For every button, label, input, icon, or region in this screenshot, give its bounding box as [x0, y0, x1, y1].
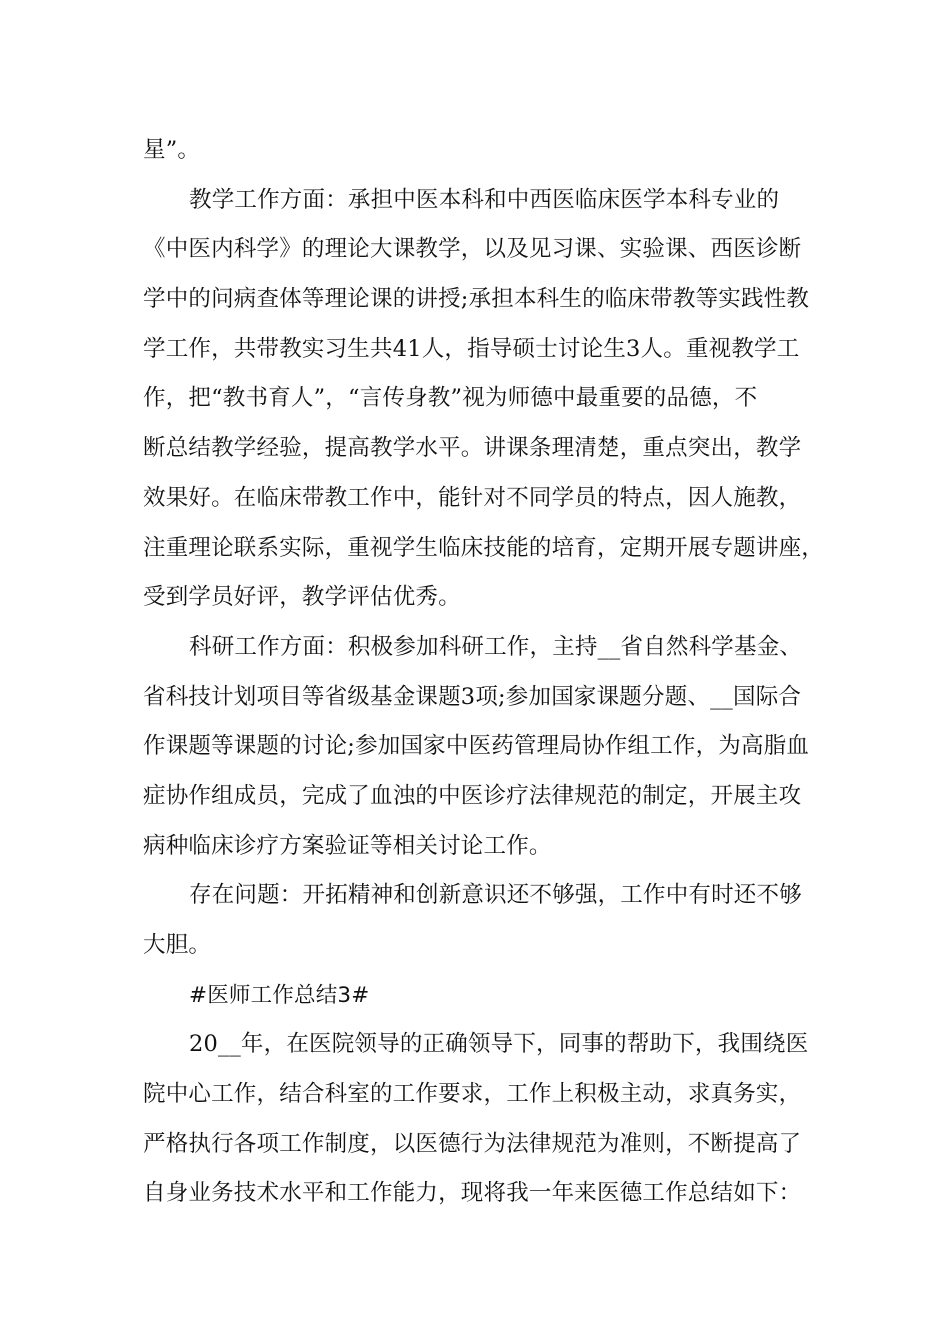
section-heading: #医师工作总结3#: [189, 982, 370, 1008]
text-line: 星”。: [143, 137, 201, 163]
paragraph-research-start: 科研工作方面：积极参加科研工作，主持__省自然科学基金、: [189, 633, 803, 660]
paragraph-problems-start: 存在问题：开拓精神和创新意识还不够强，工作中有时还不够: [189, 882, 802, 909]
text-line: 受到学员好评，教学评估优秀。: [143, 584, 461, 611]
text-line: 效果好。在临床带教工作中，能针对不同学员的特点，因人施教，: [143, 484, 802, 511]
text-line: 大胆。: [143, 932, 212, 958]
text-line: 《中医内科学》的理论大课教学，以及见习课、实验课、西医诊断: [143, 236, 802, 263]
text-line: 省科技计划项目等省级基金课题3项;参加国家课题分题、__国际合: [143, 683, 802, 710]
document-body: [143, 126, 825, 1219]
text-line: 作，把“教书育人”，“言传身教”视为师德中最重要的品德，不: [143, 385, 758, 412]
text-line: 学中的问病查体等理论课的讲授;承担本科生的临床带教等实践性教: [143, 286, 810, 313]
text-line: 症协作组成员，完成了血浊的中医诊疗法律规范的制定，开展主攻: [143, 782, 802, 809]
paragraph-teaching-start: 教学工作方面：承担中医本科和中西医临床医学本科专业的: [189, 186, 780, 213]
text-line: 断总结教学经验，提高教学水平。讲课条理清楚，重点突出，教学: [143, 435, 802, 462]
paragraph-summary-start: 20__年，在医院领导的正确领导下，同事的帮助下，我围绕医: [189, 1031, 809, 1058]
text-line: 自身业务技术水平和工作能力，现将我一年来医德工作总结如下：: [143, 1180, 802, 1207]
text-line: 严格执行各项工作制度，以医德行为法律规范为准则，不断提高了: [143, 1130, 802, 1157]
text-line: 病种临床诊疗方案验证等相关讨论工作。: [143, 832, 552, 859]
text-line: 作课题等课题的讨论;参加国家中医药管理局协作组工作，为高脂血: [143, 733, 810, 760]
text-line: 院中心工作，结合科室的工作要求，工作上积极主动，求真务实，: [143, 1081, 802, 1108]
text-line: 注重理论联系实际，重视学生临床技能的培育，定期开展专题讲座，: [143, 534, 825, 561]
text-line: 学工作，共带教实习生共41人，指导硕士讨论生3人。重视教学工: [143, 335, 800, 362]
